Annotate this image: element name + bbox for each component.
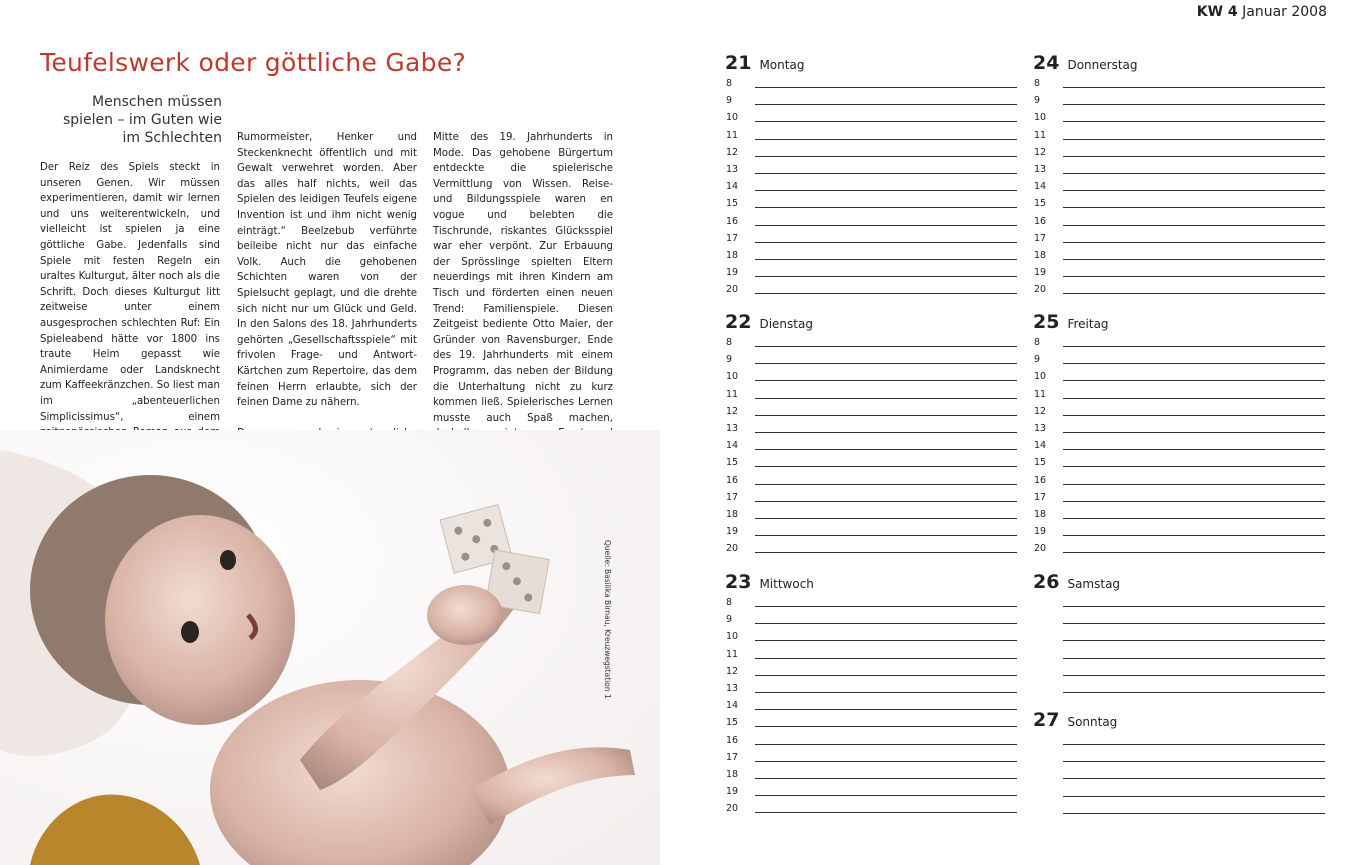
hour-label: 17 [726,751,739,763]
hour-label: 16 [726,215,739,227]
note-line[interactable] [1063,778,1325,779]
hour-line[interactable] [755,744,1017,745]
hour-label: 13 [726,683,739,694]
hour-label: 9 [726,614,733,626]
hour-line[interactable] [1063,432,1325,433]
hour-label: 17 [1034,232,1047,244]
hour-line[interactable] [755,363,1017,364]
hour-label: 12 [1034,405,1047,417]
hour-label: 17 [726,232,739,244]
article-paragraph: Mitte des 19. Jahrhunderts in Mode. Das gehobene Bürgertum entdeckte die spielerische Vermittlung von Wissen. Reise- und Bildungsspiele waren en vogue und belebten die Tischrunde, riskantes Glücksspiel war eher verpönt. Zur Erbauung der Sprösslinge spielten Eltern neuerdings mit ihren Kindern am Tisch und förderten einen neuen Trend: Familienspiele. Diesen Zeitgeist bediente Otto Maier, der Gründer von Ravensburger, Ende des 19. Jahrhunderts mit einem Programm, das neben der Bildung die Unterhaltung nicht zu kurz kommen ließ. Spielerisches Lernen musste auch Spaß machen, [433,132,613,424]
hour-label: 12 [1034,146,1047,158]
hour-line[interactable] [755,795,1017,796]
day-name: Montag [759,58,805,72]
hour-label: 10 [1034,371,1047,383]
hour-line[interactable] [755,293,1017,294]
hour-label: 10 [726,112,739,124]
hour-line[interactable] [755,346,1017,347]
hour-label: 17 [1034,491,1047,503]
hour-label: 15 [726,457,739,469]
hour-label: 18 [1034,509,1047,520]
hour-label: 9 [726,95,733,107]
hour-label: 8 [1034,337,1041,348]
photo-credit-text: Quelle: Basilika Birnau, Kreuzwegstation 1 [603,540,612,699]
hour-label: 18 [1034,250,1047,261]
hour-line[interactable] [755,535,1017,536]
hour-label: 16 [1034,474,1047,486]
hour-line[interactable] [1063,259,1325,260]
hour-line[interactable] [1063,346,1325,347]
day-number: 26 [1033,571,1060,593]
hour-line[interactable] [1063,173,1325,174]
article-subtitle: Menschen müssen spielen – im Guten wie im Schlechten [62,94,222,146]
hour-label: 8 [726,337,733,348]
hour-label: 12 [726,405,739,417]
hour-label: 13 [1034,423,1047,434]
hour-label: 9 [1034,95,1041,107]
hour-line[interactable] [755,484,1017,485]
article-title: Teufelswerk oder göttliche Gabe? [40,48,467,77]
hour-line[interactable] [755,692,1017,693]
hour-label: 19 [726,526,739,538]
hour-label: 13 [726,164,739,175]
photo-credit [600,540,614,699]
day-number: 27 [1033,709,1060,731]
hour-label: 18 [726,509,739,520]
hour-label: 10 [726,631,739,643]
hour-label: 8 [726,78,733,89]
hour-line[interactable] [1063,552,1325,553]
note-line[interactable] [1063,692,1325,693]
day-header [1033,709,1117,731]
hour-line[interactable] [755,121,1017,122]
hour-line[interactable] [1063,293,1325,294]
day-number: 21 [725,52,752,74]
hour-label: 17 [726,491,739,503]
hour-label: 11 [726,129,739,141]
hour-label: 20 [726,803,739,815]
hour-line[interactable] [1063,242,1325,243]
hour-line[interactable] [1063,484,1325,485]
day-number: 22 [725,311,752,333]
hour-line[interactable] [755,466,1017,467]
page-header [1197,4,1327,20]
day-number: 24 [1033,52,1060,74]
hour-label: 19 [1034,526,1047,538]
hour-line[interactable] [755,501,1017,502]
cherub-photo [0,430,660,865]
hour-line[interactable] [755,709,1017,710]
day-header [1033,571,1120,593]
hour-label: 14 [726,181,739,193]
hour-line[interactable] [755,658,1017,659]
hour-label: 15 [726,717,739,729]
hour-label: 19 [726,267,739,279]
hour-label: 12 [726,146,739,158]
hour-line[interactable] [1063,518,1325,519]
hour-line[interactable] [755,726,1017,727]
note-line[interactable] [1063,744,1325,745]
note-line[interactable] [1063,813,1325,814]
hour-line[interactable] [755,761,1017,762]
hour-label: 18 [726,250,739,261]
hour-label: 11 [1034,388,1047,400]
day-header [1033,52,1138,74]
hour-label: 13 [1034,164,1047,175]
hour-line[interactable] [755,675,1017,676]
hour-line[interactable] [1063,207,1325,208]
hour-line[interactable] [755,225,1017,226]
hour-label: 14 [1034,181,1047,193]
hour-line[interactable] [755,449,1017,450]
hour-label: 16 [726,474,739,486]
hour-label: 14 [726,440,739,452]
hour-label: 20 [726,543,739,555]
hour-line[interactable] [1063,190,1325,191]
hour-line[interactable] [755,518,1017,519]
hour-label: 14 [1034,440,1047,452]
hour-line[interactable] [755,190,1017,191]
hour-label: 20 [1034,543,1047,555]
hour-line[interactable] [1063,449,1325,450]
day-number: 23 [725,571,752,593]
hour-line[interactable] [1063,139,1325,140]
hour-line[interactable] [755,207,1017,208]
hour-label: 11 [726,648,739,660]
note-line[interactable] [1063,675,1325,676]
hour-label: 8 [726,597,733,608]
hour-line[interactable] [1063,466,1325,467]
hour-label: 14 [726,700,739,712]
hour-line[interactable] [755,432,1017,433]
day-name: Dienstag [759,317,813,331]
hour-line[interactable] [1063,380,1325,381]
hour-label: 20 [726,284,739,296]
hour-label: 19 [726,786,739,798]
hour-label: 12 [726,665,739,677]
hour-line[interactable] [1063,535,1325,536]
hour-line[interactable] [755,104,1017,105]
day-name: Donnerstag [1067,58,1138,72]
hour-line[interactable] [755,552,1017,553]
hour-line[interactable] [1063,156,1325,157]
hour-line[interactable] [755,778,1017,779]
day-header [725,571,814,593]
hour-label: 10 [1034,112,1047,124]
hour-line[interactable] [755,640,1017,641]
hour-line[interactable] [1063,501,1325,502]
hour-line[interactable] [755,415,1017,416]
note-line[interactable] [1063,606,1325,607]
hour-label: 11 [1034,129,1047,141]
calendar-week: KW 4 [1196,4,1238,20]
note-line[interactable] [1063,761,1325,762]
hour-line[interactable] [755,623,1017,624]
month-year: Januar 2008 [1242,4,1327,20]
hour-label: 18 [726,769,739,780]
hour-line[interactable] [1063,121,1325,122]
hour-label: 9 [1034,354,1041,366]
hour-line[interactable] [755,398,1017,399]
hour-label: 9 [726,354,733,366]
hour-label: 10 [726,371,739,383]
hour-line[interactable] [755,242,1017,243]
day-name: Mittwoch [759,577,814,591]
hour-line[interactable] [755,380,1017,381]
hour-line[interactable] [1063,225,1325,226]
hour-line[interactable] [1063,398,1325,399]
article-paragraph: Der Reiz des Spiels steckt in unseren Genen. Wir müssen experimentieren, damit wir lernen und uns weiterentwickeln, und vielleicht ist spielen ja eine göttliche Gabe. Jedenfalls sind Spiele mit festen Regeln ein uraltes Kulturgut, älter noch als die Schrift. Doch dieses Kulturgut litt zeitweise unter einem ausgesprochen schlechten Ruf: Ein Spieleabend hätte vor 1800 ins traute Heim gepasst wie Animierdame oder Landsknecht zum Kaffeekränzchen. So liest man im „abenteuerlichen Simplicissimus“, einem [40,162,220,423]
day-header [1033,311,1109,333]
hour-line[interactable] [755,87,1017,88]
hour-label: 15 [1034,457,1047,469]
hour-line[interactable] [1063,415,1325,416]
hour-label: 15 [726,198,739,210]
day-number: 25 [1033,311,1060,333]
hour-label: 15 [1034,198,1047,210]
hour-line[interactable] [755,812,1017,813]
note-line[interactable] [1063,623,1325,624]
day-header [725,311,813,333]
day-name: Sonntag [1067,715,1118,729]
hour-label: 8 [1034,78,1041,89]
hour-line[interactable] [1063,104,1325,105]
hour-line[interactable] [755,173,1017,174]
article-paragraph: Rumormeister, Henker und Steckenknecht öffentlich und mit Gewalt verwehret worden. Aber das alles half nichts, weil das Spielen des leidigen Teufels eigene Invention ist und ihm nicht wenig einträgt.“ Beelzebub verführte beileibe nicht nur das einfache Volk. Auch die gehobenen Schichten waren von der Spielsucht geplagt, und die drehte sich nicht nur um Glück und Geld. In den Salons des 18. Jahrhunderts gehörten „Gesellschaftsspiele“ mit frivolen Frage- und Antwort-Kärtchen zum Repertoire, das dem feinen Herrn erlaubte, sich der feinen Dame zu nähern. [237,132,417,409]
hour-line[interactable] [1063,276,1325,277]
day-name: Samstag [1067,577,1121,591]
day-header [725,52,804,74]
day-name: Freitag [1067,317,1109,331]
hour-label: 20 [1034,284,1047,296]
hour-label: 11 [726,388,739,400]
hour-line[interactable] [1063,363,1325,364]
hour-line[interactable] [755,156,1017,157]
note-line[interactable] [1063,658,1325,659]
hour-line[interactable] [755,276,1017,277]
hour-label: 16 [726,734,739,746]
hour-label: 13 [726,423,739,434]
hour-line[interactable] [755,259,1017,260]
hour-line[interactable] [1063,87,1325,88]
hour-label: 16 [1034,215,1047,227]
hour-line[interactable] [755,139,1017,140]
hour-label: 19 [1034,267,1047,279]
note-line[interactable] [1063,796,1325,797]
hour-line[interactable] [755,606,1017,607]
note-line[interactable] [1063,640,1325,641]
